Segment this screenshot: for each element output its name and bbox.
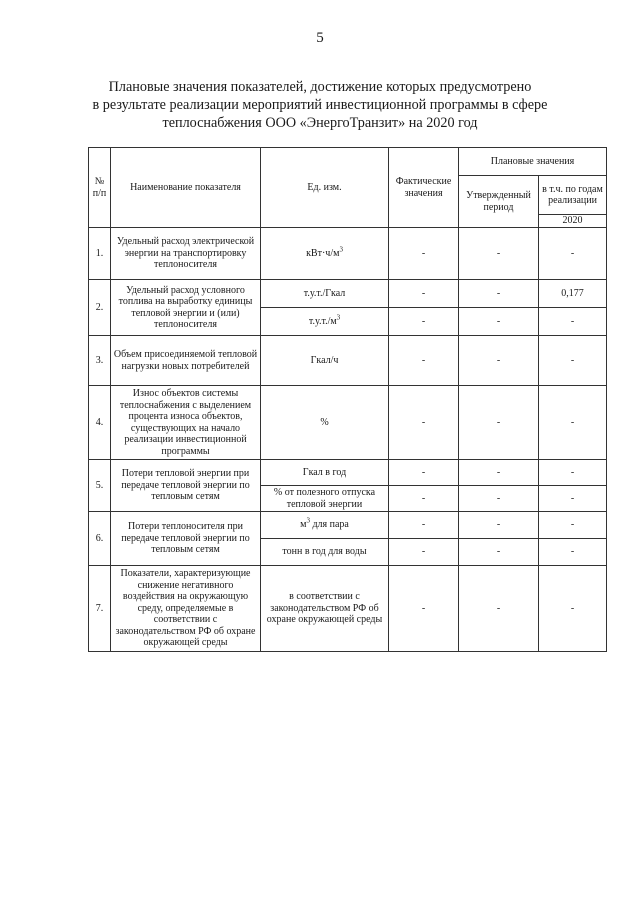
header-by-years: в т.ч. по годам реализации xyxy=(539,176,607,215)
row-unit: в соответствии с законодательством РФ об охране окружающей среды xyxy=(261,566,389,652)
cell-approved: - xyxy=(459,486,539,512)
header-num: № п/п xyxy=(89,148,111,228)
cell-actual: - xyxy=(389,280,459,308)
row-num: 3. xyxy=(89,336,111,386)
cell-approved: - xyxy=(459,280,539,308)
header-actual: Фактические значения xyxy=(389,148,459,228)
cell-2020: - xyxy=(539,512,607,539)
row-unit: % от полезного отпуска тепловой энергии xyxy=(261,486,389,512)
header-unit: Ед. изм. xyxy=(261,148,389,228)
row-num: 6. xyxy=(89,512,111,566)
header-year: 2020 xyxy=(539,215,607,228)
cell-actual: - xyxy=(389,228,459,280)
table-row xyxy=(89,228,607,280)
cell-approved: - xyxy=(459,512,539,539)
cell-approved: - xyxy=(459,566,539,652)
row-name: Объем присоединяемой тепловой нагрузки новых потребителей xyxy=(111,336,261,386)
cell-actual: - xyxy=(389,512,459,539)
heading-line-1: Плановые значения показателей, достижение которых предусмотрено xyxy=(108,79,532,95)
cell-approved: - xyxy=(459,386,539,460)
cell-approved: - xyxy=(459,539,539,566)
row-num: 2. xyxy=(89,280,111,336)
cell-actual: - xyxy=(389,486,459,512)
row-unit: $м^3$ для пара xyxy=(261,512,389,539)
indicators-table xyxy=(88,147,607,652)
row-unit: Гкал/ч xyxy=(261,336,389,386)
cell-2020: - xyxy=(539,228,607,280)
cell-2020: - xyxy=(539,539,607,566)
row-unit: $т.у.т./м^3$ xyxy=(261,308,389,336)
table-row xyxy=(89,280,607,308)
row-name: Потери тепловой энергии при передаче тепловой энергии по тепловым сетям xyxy=(111,460,261,512)
page-number: 5 xyxy=(316,30,324,46)
row-num: 4. xyxy=(89,386,111,460)
header-name: Наименование показателя xyxy=(111,148,261,228)
cell-approved: - xyxy=(459,308,539,336)
table-row xyxy=(89,566,607,652)
cell-actual: - xyxy=(389,566,459,652)
table-row xyxy=(89,336,607,386)
header-approved-period: Утвержденный период xyxy=(459,176,539,228)
row-num: 7. xyxy=(89,566,111,652)
row-num: 5. xyxy=(89,460,111,512)
cell-2020: - xyxy=(539,336,607,386)
row-name: Потери теплоносителя при передаче тепловой энергии по тепловым сетям xyxy=(111,512,261,566)
heading-line-3: теплоснабжения ООО «ЭнергоТранзит» на 2020 год xyxy=(162,115,478,131)
document-heading xyxy=(80,78,560,132)
cell-actual: - xyxy=(389,460,459,486)
cell-2020: - xyxy=(539,486,607,512)
cell-actual: - xyxy=(389,539,459,566)
row-num: 1. xyxy=(89,228,111,280)
cell-actual: - xyxy=(389,336,459,386)
cell-2020: - xyxy=(539,308,607,336)
row-name: Износ объектов системы теплоснабжения с выделением процента износа объектов, существующих на начало реализации инвестиционной программы xyxy=(111,386,261,460)
cell-approved: - xyxy=(459,460,539,486)
row-unit: $кВт\cdot ч/м^3$ xyxy=(261,228,389,280)
row-unit: Гкал в год xyxy=(261,460,389,486)
header-planned: Плановые значения xyxy=(459,148,607,176)
cell-actual: - xyxy=(389,386,459,460)
table-row xyxy=(89,386,607,460)
row-name: Удельный расход условного топлива на выработку единицы тепловой энергии и (или) теплоносителя xyxy=(111,280,261,336)
row-name: Удельный расход электрической энергии на транспортировку теплоносителя xyxy=(111,228,261,280)
row-unit: тонн в год для воды xyxy=(261,539,389,566)
cell-approved: - xyxy=(459,228,539,280)
cell-2020: 0,177 xyxy=(539,280,607,308)
table-row xyxy=(89,460,607,486)
row-unit: т.у.т./Гкал xyxy=(261,280,389,308)
table-row xyxy=(89,512,607,539)
heading-line-2: в результате реализации мероприятий инвестиционной программы в сфере xyxy=(92,97,548,113)
cell-approved: - xyxy=(459,336,539,386)
row-name: Показатели, характеризующие снижение негативного воздействия на окружающую среду, определяемые в соответствии с законодательством РФ об охране окружающей среды xyxy=(111,566,261,652)
cell-2020: - xyxy=(539,460,607,486)
cell-2020: - xyxy=(539,566,607,652)
cell-actual: - xyxy=(389,308,459,336)
cell-2020: - xyxy=(539,386,607,460)
row-unit: % xyxy=(261,386,389,460)
